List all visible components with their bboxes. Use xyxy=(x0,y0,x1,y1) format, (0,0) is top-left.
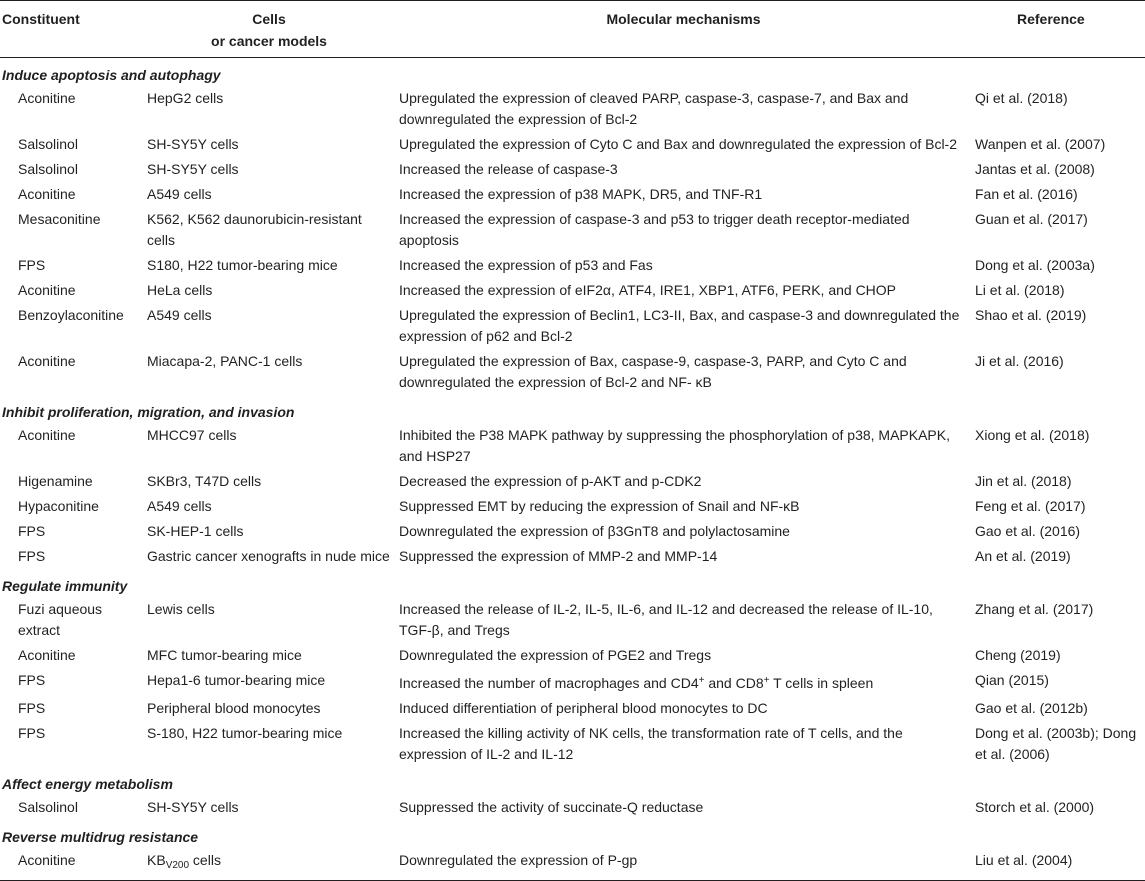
cell-constituent: Aconitine xyxy=(18,427,76,443)
cell-mechanism: Increased the expression of p38 MAPK, DR5, and TNF-R1 xyxy=(399,186,763,202)
cells-subscript: V200 xyxy=(165,860,190,871)
cell-mechanism: Upregulated the expression of cleaved PARP, caspase-3, caspase-7, and Bax and downregulated the expression of Bcl-2 xyxy=(399,90,909,127)
category-row xyxy=(0,58,1145,87)
category-label: Regulate immunity xyxy=(2,578,128,594)
cell-cells: SK-HEP-1 cells xyxy=(147,523,244,539)
header-constituent: Constituent xyxy=(0,1,142,58)
cell-reference: Qi et al. (2018) xyxy=(975,90,1068,106)
cell-constituent: Fuzi aqueous extract xyxy=(18,601,103,638)
cell-constituent: Salsolinol xyxy=(18,799,78,815)
cell-mechanism: Inhibited the P38 MAPK pathway by suppressing the phosphorylation of p38, MAPKAPK, and HSP27 xyxy=(399,427,950,464)
table-row xyxy=(0,469,1145,494)
cell-reference: Li et al. (2018) xyxy=(975,282,1065,298)
category-label: Inhibit proliferation, migration, and invasion xyxy=(2,404,295,420)
cell-mechanism: Increased the expression of p53 and Fas xyxy=(399,257,653,273)
cell-reference: Zhang et al. (2017) xyxy=(975,601,1094,617)
category-row xyxy=(0,767,1145,795)
cell-mechanism xyxy=(396,668,971,696)
cell-cells: S-180, H22 tumor-bearing mice xyxy=(147,725,343,741)
cell-cells: HepG2 cells xyxy=(147,90,224,106)
cell-constituent: FPS xyxy=(18,725,46,741)
cell-cells: A549 cells xyxy=(147,186,212,202)
table-row xyxy=(0,423,1145,469)
cell-constituent: Aconitine xyxy=(18,186,76,202)
cell-cells: MFC tumor-bearing mice xyxy=(147,647,302,663)
table-row xyxy=(0,303,1145,349)
cell-cells: SH-SY5Y cells xyxy=(147,799,239,815)
category-row xyxy=(0,820,1145,848)
category-row xyxy=(0,569,1145,597)
cell-constituent: Aconitine xyxy=(18,647,76,663)
cell-cells: K562, K562 daunorubicin-resistant cells xyxy=(147,211,362,248)
table-row xyxy=(0,597,1145,643)
cell-mechanism: Downregulated the expression of β3GnT8 and polylactosamine xyxy=(399,523,790,539)
table-row xyxy=(0,157,1145,182)
cell-reference: Gao et al. (2012b) xyxy=(975,700,1088,716)
cell-constituent: FPS xyxy=(18,523,46,539)
cell-mechanism: Suppressed the activity of succinate-Q reductase xyxy=(399,799,704,815)
table-row xyxy=(0,519,1145,544)
cell-constituent: FPS xyxy=(18,257,46,273)
cell-reference: Ji et al. (2016) xyxy=(975,353,1064,369)
cell-reference: Liu et al. (2004) xyxy=(971,848,1145,881)
cell-constituent: Salsolinol xyxy=(18,136,78,152)
category-label: Induce apoptosis and autophagy xyxy=(2,67,221,83)
table-row xyxy=(0,207,1145,253)
cell-constituent: Aconitine xyxy=(18,282,76,298)
cell-reference: Shao et al. (2019) xyxy=(975,307,1087,323)
cell-reference: Dong et al. (2003a) xyxy=(975,257,1095,273)
cell-mechanism: Suppressed the expression of MMP-2 and MMP-14 xyxy=(399,548,718,564)
cell-reference: Cheng (2019) xyxy=(975,647,1061,663)
cell-cells: A549 cells xyxy=(147,498,212,514)
cell-cells: Hepa1-6 tumor-bearing mice xyxy=(147,672,326,688)
cell-reference: Wanpen et al. (2007) xyxy=(975,136,1106,152)
table-row xyxy=(0,86,1145,132)
cell-constituent: Aconitine xyxy=(0,848,142,881)
table-row xyxy=(0,544,1145,569)
table-row xyxy=(0,696,1145,721)
table-body xyxy=(0,58,1145,881)
cell-constituent: Mesaconitine xyxy=(18,211,101,227)
table-row xyxy=(0,721,1145,767)
superscript-plus: + xyxy=(698,675,705,686)
cell-reference: Storch et al. (2000) xyxy=(975,799,1095,815)
cell-reference: Gao et al. (2016) xyxy=(975,523,1081,539)
cell-cells: Miacapa-2, PANC-1 cells xyxy=(147,353,303,369)
cell-constituent: Hypaconitine xyxy=(18,498,99,514)
cell-cells xyxy=(142,848,396,881)
cell-mechanism: Upregulated the expression of Cyto C and Bax and downregulated the expression of Bcl-2 xyxy=(399,136,958,152)
cell-cells: Gastric cancer xenografts in nude mice xyxy=(147,548,390,564)
superscript-plus: + xyxy=(763,675,770,686)
cell-mechanism: Upregulated the expression of Beclin1, LC3-II, Bax, and caspase-3 and downregulated the expression of p62 and Bcl-2 xyxy=(399,307,960,344)
cell-reference: Fan et al. (2016) xyxy=(975,186,1078,202)
cell-mechanism: Upregulated the expression of Bax, caspase-9, caspase-3, PARP, and Cyto C and downregulated the expression of Bcl-2 and NF- κB xyxy=(399,353,907,390)
cell-mechanism: Increased the expression of eIF2α, ATF4, IRE1, XBP1, ATF6, PERK, and CHOP xyxy=(399,282,897,298)
table-header xyxy=(0,1,1145,58)
cell-mechanism: Increased the expression of caspase-3 and p53 to trigger death receptor-mediated apoptosis xyxy=(399,211,910,248)
table-row xyxy=(0,278,1145,303)
cells-rest: cells xyxy=(189,852,221,868)
mechanism-text-c: T cells in spleen xyxy=(769,675,874,691)
table-row xyxy=(0,848,1145,881)
cell-constituent: Salsolinol xyxy=(18,161,78,177)
cell-mechanism: Induced differentiation of peripheral blood monocytes to DC xyxy=(399,700,768,716)
cell-mechanism: Downregulated the expression of P-gp xyxy=(396,848,971,881)
header-cells-line1: Cells xyxy=(252,11,286,27)
cell-constituent: FPS xyxy=(18,548,46,564)
header-cells-line2: or cancer models xyxy=(211,33,327,49)
cell-constituent: Higenamine xyxy=(18,473,93,489)
cell-mechanism: Downregulated the expression of PGE2 and Tregs xyxy=(399,647,712,663)
table-row xyxy=(0,253,1145,278)
cell-constituent: FPS xyxy=(18,700,46,716)
cell-reference: Xiong et al. (2018) xyxy=(975,427,1090,443)
category-label: Reverse multidrug resistance xyxy=(2,829,199,845)
cell-cells: Lewis cells xyxy=(147,601,215,617)
table-row xyxy=(0,182,1145,207)
cell-constituent: Aconitine xyxy=(18,353,76,369)
cell-cells: MHCC97 cells xyxy=(147,427,237,443)
table-row xyxy=(0,668,1145,696)
cell-mechanism: Decreased the expression of p-AKT and p-CDK2 xyxy=(399,473,702,489)
cell-cells: A549 cells xyxy=(147,307,212,323)
cell-reference: Guan et al. (2017) xyxy=(975,211,1088,227)
cell-constituent: Benzoylaconitine xyxy=(18,307,124,323)
cell-mechanism: Suppressed EMT by reducing the expression of Snail and NF-κB xyxy=(399,498,800,514)
cell-constituent: Aconitine xyxy=(18,90,76,106)
cell-mechanism: Increased the release of IL-2, IL-5, IL-6, and IL-12 and decreased the release of IL-10, TGF-β, and Tregs xyxy=(399,601,933,638)
cell-cells: HeLa cells xyxy=(147,282,213,298)
cell-mechanism: Increased the release of caspase-3 xyxy=(399,161,618,177)
category-row xyxy=(0,395,1145,423)
cell-cells: S180, H22 tumor-bearing mice xyxy=(147,257,338,273)
table-row xyxy=(0,494,1145,519)
cell-reference: Dong et al. (2003b); Dong et al. (2006) xyxy=(975,725,1137,762)
cells-main: KB xyxy=(147,852,166,868)
mechanism-text-a: Increased the number of macrophages and CD4 xyxy=(399,675,699,691)
cell-reference: Jin et al. (2018) xyxy=(975,473,1072,489)
cell-mechanism: Increased the killing activity of NK cells, the transformation rate of T cells, and the expression of IL-2 and IL-12 xyxy=(399,725,903,762)
cell-reference: Jantas et al. (2008) xyxy=(975,161,1095,177)
cell-cells: SH-SY5Y cells xyxy=(147,136,239,152)
cell-reference: Feng et al. (2017) xyxy=(975,498,1086,514)
cell-cells: SH-SY5Y cells xyxy=(147,161,239,177)
category-label: Affect energy metabolism xyxy=(2,776,173,792)
table-row xyxy=(0,643,1145,668)
cell-cells: Peripheral blood monocytes xyxy=(147,700,321,716)
mechanism-text-b: and CD8 xyxy=(704,675,764,691)
header-reference: Reference xyxy=(971,1,1145,58)
cell-cells: SKBr3, T47D cells xyxy=(147,473,262,489)
cell-reference: An et al. (2019) xyxy=(975,548,1071,564)
cell-reference: Qian (2015) xyxy=(975,672,1049,688)
cell-constituent: FPS xyxy=(18,672,46,688)
table-row xyxy=(0,349,1145,395)
table-row xyxy=(0,795,1145,820)
header-cells xyxy=(142,1,396,58)
header-mechanisms: Molecular mechanisms xyxy=(396,1,971,58)
table-row xyxy=(0,132,1145,157)
